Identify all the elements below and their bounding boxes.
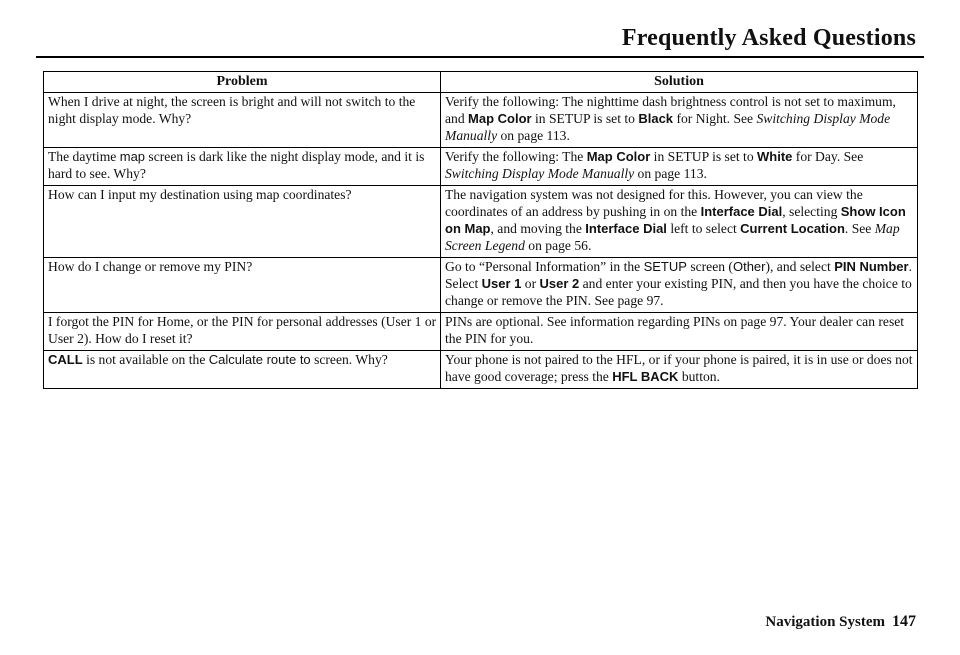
ui-control-label: Map Color [468,111,532,126]
text-segment: ), and select [765,259,835,274]
text-segment: and enter your existing PIN, and then you have the choice to change or remove the PIN. See page 97. [445,276,912,308]
text-segment: . See [844,221,875,236]
text-segment: left to select [666,221,741,236]
title-divider [36,56,924,58]
text-segment: screen. Why? [310,352,388,367]
problem-cell [44,93,441,148]
text-segment: is not available on the [82,352,209,367]
table-row [44,93,918,148]
ui-control-label: White [757,149,793,164]
problem-cell [44,313,441,351]
text-segment: The daytime [48,149,120,164]
text-segment: Verify the following: The [445,149,587,164]
text-segment: button. [678,369,720,384]
problem-cell [44,186,441,258]
solution-cell [441,148,918,186]
ui-control-label: Interface Dial [585,221,667,236]
ui-control-label: CALL [48,352,83,367]
text-segment: screen ( [686,259,733,274]
page-title: Frequently Asked Questions [621,25,916,51]
footer-label: Navigation System [765,614,885,630]
text-segment: When I drive at night, the screen is bright and will not switch to the night display mode. Why? [48,94,416,126]
ui-term: Calculate route to [208,352,311,367]
text-segment: , and moving the [490,221,586,236]
text-segment: or [521,276,540,291]
ui-control-label: User 1 [481,276,522,291]
table-row [44,148,918,186]
solution-cell [441,93,918,148]
table-row [44,258,918,313]
text-segment: How do I change or remove my PIN? [48,259,253,274]
text-segment: The navigation system was not designed for this. However, you can view the coordinates of an address by pushing in on the [445,187,863,219]
text-segment: on page 56. [524,238,592,253]
section-reference: Map Screen Legend [445,221,900,253]
table-header-row [44,72,918,93]
problem-cell [44,148,441,186]
faq-table-body [44,93,918,389]
text-segment: screen is dark like the night display mode, and it is hard to see. Why? [48,149,425,181]
text-segment: I forgot the PIN for Home, or the PIN for personal addresses (User 1 or User 2). How do I reset it? [48,314,437,346]
solution-cell [441,351,918,389]
ui-control-label: Current Location [740,221,845,236]
text-segment: on page 113. [634,166,707,181]
ui-control-label: Black [638,111,674,126]
ui-control-label: Interface Dial [700,204,783,219]
text-segment: in SETUP is set to [650,149,758,164]
column-header-solution: Solution [441,72,918,93]
column-header-problem: Problem [44,72,441,93]
ui-control-label: Map Color [586,149,651,164]
text-segment: on page 113. [497,128,570,143]
text-segment: Verify the following: The nighttime dash brightness control is not set to maximum, and [445,94,896,126]
text-segment: Your phone is not paired to the HFL, or if your phone is paired, it is in use or does not have good coverage; press the [445,352,913,384]
problem-cell [44,351,441,389]
problem-cell [44,258,441,313]
solution-cell [441,258,918,313]
ui-term: SETUP [643,259,687,274]
text-segment: for Day. See [792,149,864,164]
ui-control-label: User 2 [539,276,580,291]
text-segment: Go to “Personal Information” in the [445,259,644,274]
text-segment: . Select [445,259,912,291]
page-number: 147 [892,613,916,630]
ui-term: Other [732,259,766,274]
text-segment: , selecting [782,204,841,219]
text-segment: PINs are optional. See information regarding PINs on page 97. Your dealer can reset the PIN for you. [445,314,905,346]
ui-term: map [119,149,146,164]
solution-cell [441,313,918,351]
text-segment: for Night. See [673,111,757,126]
ui-control-label: PIN Number [834,259,909,274]
section-reference: Switching Display Mode Manually [445,166,635,181]
page-footer [765,613,916,631]
ui-control-label: HFL BACK [612,369,679,384]
table-row [44,313,918,351]
solution-cell [441,186,918,258]
faq-table [43,71,918,389]
section-reference: Switching Display Mode Manually [445,111,891,143]
text-segment: in SETUP is set to [531,111,639,126]
table-row [44,351,918,389]
text-segment: How can I input my destination using map coordinates? [48,187,352,202]
ui-control-label: Show Icon on Map [445,204,906,236]
table-row [44,186,918,258]
